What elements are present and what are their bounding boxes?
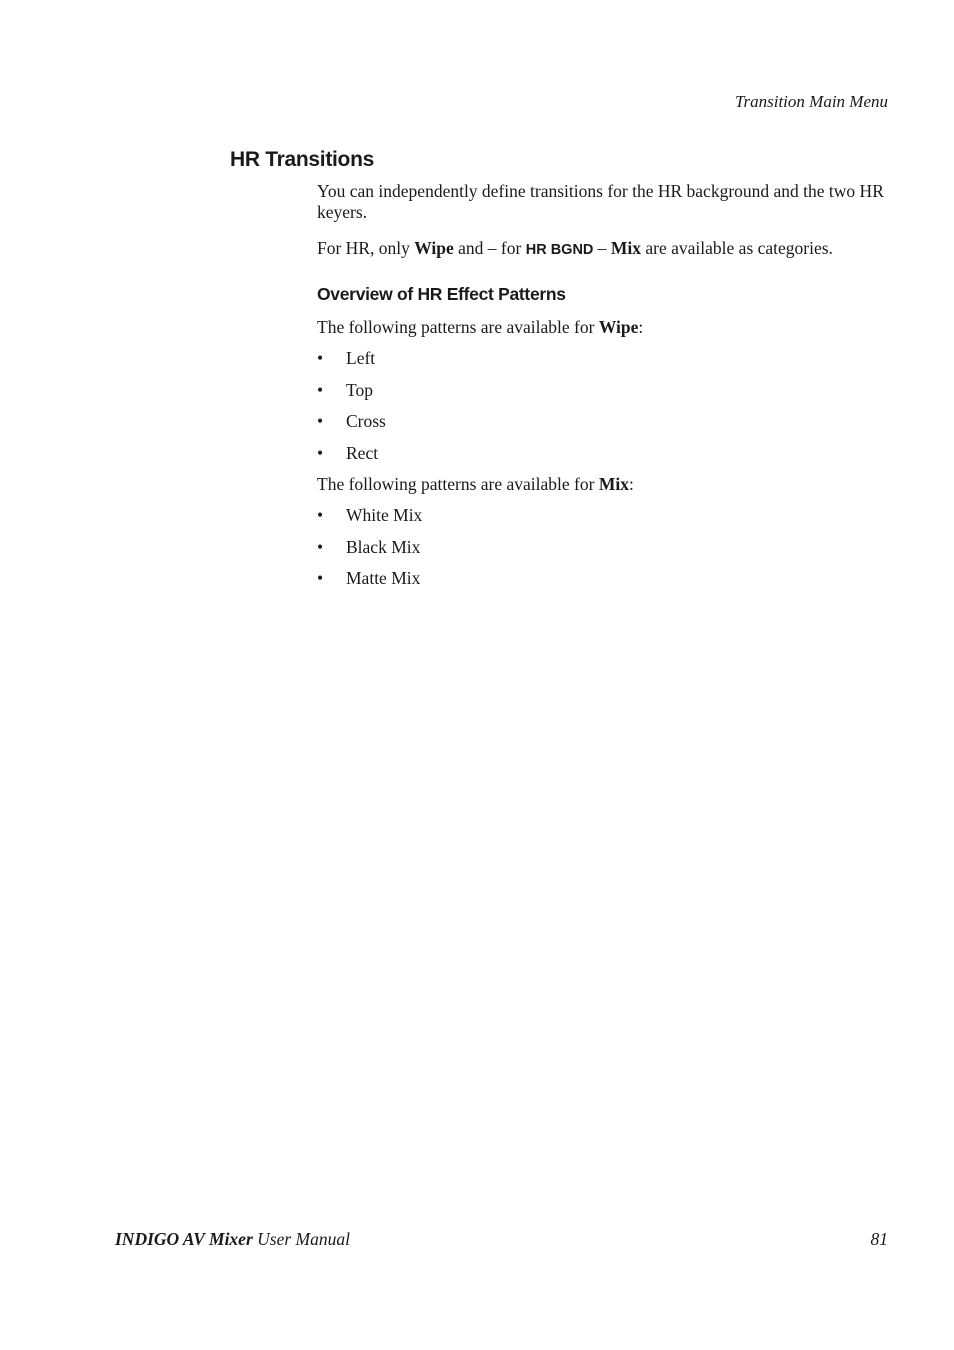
page-number: 81: [870, 1229, 888, 1249]
pattern-label: Rect: [346, 442, 379, 463]
mix-term: Mix: [610, 238, 642, 258]
pattern-label: Black Mix: [346, 536, 421, 557]
pattern-label: Cross: [346, 411, 386, 431]
footer-document-title: [115, 1229, 350, 1250]
wipe-lead-text: The following patterns are available for: [317, 317, 599, 337]
categories-text-1: For HR, only: [317, 238, 415, 258]
list-item: [317, 380, 892, 401]
list-item: [317, 348, 892, 369]
list-item: [317, 568, 892, 589]
categories-text-2: and – for: [453, 238, 526, 258]
categories-paragraph: [317, 238, 892, 261]
list-item: [317, 411, 892, 432]
mix-pattern-list: [317, 505, 892, 589]
section-title: HR Transitions: [230, 148, 374, 171]
categories-text-4: are available as categories.: [641, 238, 833, 258]
wipe-lead-paragraph: [317, 317, 892, 338]
wipe-lead-colon: :: [638, 317, 644, 337]
pattern-label: Matte Mix: [346, 568, 421, 588]
body-column: [317, 181, 892, 600]
bullet-icon: •: [317, 505, 324, 525]
bullet-icon: •: [317, 411, 324, 431]
mix-lead-text: The following patterns are available for: [317, 474, 599, 494]
footer-doc-name: User Manual: [252, 1229, 350, 1249]
pattern-label: White Mix: [346, 505, 423, 525]
wipe-pattern-list: [317, 348, 892, 464]
mix-lead-paragraph: [317, 474, 892, 495]
mix-lead-colon: :: [628, 474, 634, 494]
mix-lead-term: Mix: [598, 474, 629, 494]
wipe-term: Wipe: [414, 238, 454, 258]
subsection-title: Overview of HR Effect Patterns: [317, 284, 566, 304]
categories-text-3: –: [593, 238, 611, 258]
bullet-icon: •: [317, 568, 324, 588]
bullet-icon: •: [317, 536, 324, 557]
list-item: [317, 505, 892, 526]
footer-product-name: INDIGO AV Mixer: [115, 1229, 253, 1249]
pattern-label: Top: [346, 379, 373, 400]
list-item: [317, 443, 892, 464]
list-item: [317, 537, 892, 558]
running-header: Transition Main Menu: [734, 92, 888, 111]
bullet-icon: •: [317, 379, 324, 400]
bullet-icon: •: [317, 442, 324, 463]
pattern-label: Left: [346, 348, 376, 368]
hr-bgnd-term: HR BGND: [525, 242, 594, 258]
bullet-icon: •: [317, 348, 324, 368]
intro-paragraph: You can independently define transitions for the HR background and the two HR keyers.: [317, 181, 884, 222]
wipe-lead-term: Wipe: [598, 317, 639, 337]
